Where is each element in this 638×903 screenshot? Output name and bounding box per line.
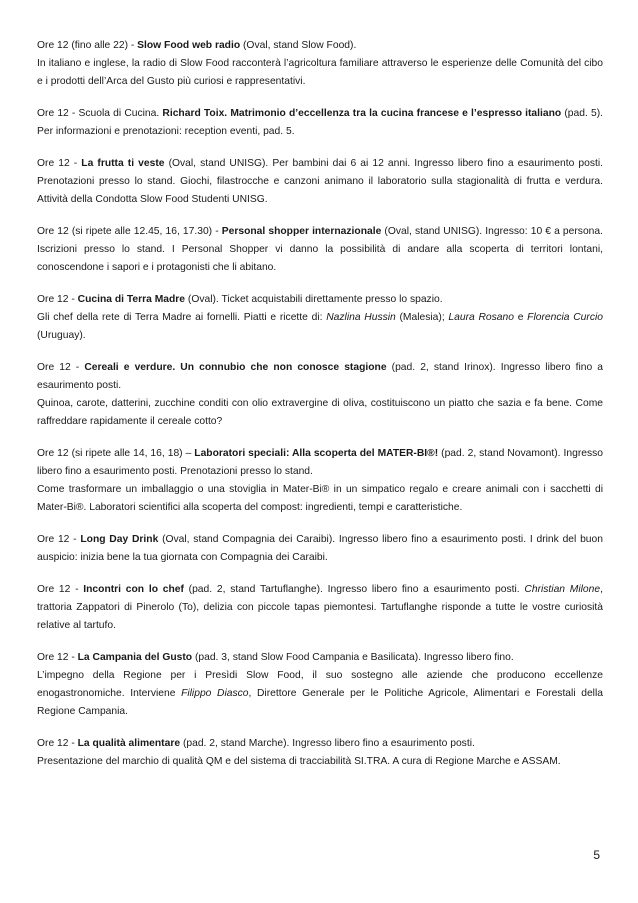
text-run: e xyxy=(513,312,528,323)
event-title: Personal shopper internazionale xyxy=(221,226,382,237)
program-entry xyxy=(37,105,603,141)
entry-paragraph xyxy=(37,37,603,55)
text-run: Ore 12 - xyxy=(37,362,85,373)
entry-paragraph xyxy=(37,445,603,481)
text-run: (pad. 2, stand Novamont). Ingresso libero fino a esaurimento posti. Prenotazioni presso lo stand. xyxy=(37,448,603,477)
entry-paragraph xyxy=(37,55,603,91)
text-run: , Direttore Generale per le Politiche Agricole, Alimentari e Forestali della Regione Campania. xyxy=(37,688,603,717)
text-run: Presentazione del marchio di qualità QM e del sistema di tracciabilità SI.TRA. A cura di Regione Marche e ASSAM. xyxy=(37,756,561,767)
entry-paragraph xyxy=(37,753,603,771)
page-number: 5 xyxy=(593,848,600,862)
text-run: Ore 12 - xyxy=(37,534,81,545)
entry-paragraph xyxy=(37,531,603,567)
text-run: , trattoria Zappatori di Pinerolo (To), delizia con piccole tapas piemontesi. Tartuflanghe risponde a tutte le vostre curiosità relative al tartufo. xyxy=(37,584,603,631)
text-run: Ore 12 (si ripete alle 14, 16, 18) – xyxy=(37,448,195,459)
person-name: Christian Milone xyxy=(524,584,601,595)
text-run: (Oval, stand Compagnia dei Caraibi). Ingresso libero fino a esaurimento posti. I drink del buon auspicio: inizia bene la tua giornata con Compagnia dei Caraibi. xyxy=(37,534,603,563)
event-title: Richard Toix. Matrimonio d’eccellenza tra la cucina francese e l’espresso italiano xyxy=(162,108,562,119)
text-run: Ore 12 - xyxy=(37,652,78,663)
entry-paragraph xyxy=(37,291,603,309)
text-run: (Malesia); xyxy=(395,312,449,323)
program-entry xyxy=(37,223,603,277)
text-run: Quinoa, carote, datterini, zucchine conditi con olio extravergine di oliva, costituiscono un piatto che sazia e fa bene. Come raffreddare rapidamente il cereale cotto? xyxy=(37,398,603,427)
program-entry xyxy=(37,581,603,635)
program-entry xyxy=(37,291,603,345)
program-entry xyxy=(37,531,603,567)
entry-paragraph xyxy=(37,481,603,517)
program-entry xyxy=(37,37,603,91)
text-run: (Oval, stand UNISG). Ingresso: 10 € a persona. Iscrizioni presso lo stand. I Personal Shopper vi danno la possibilità di andare alla scoperta di territori lontani, conoscendone i sapori e i protagonisti che li abitano. xyxy=(37,226,603,273)
entry-paragraph xyxy=(37,105,603,141)
person-name: Nazlina Hussin xyxy=(326,312,396,323)
text-run: (pad. 3, stand Slow Food Campania e Basilicata). Ingresso libero fino. xyxy=(192,652,514,663)
program-entry xyxy=(37,155,603,209)
person-name: Filippo Diasco xyxy=(181,688,249,699)
text-run: (pad. 5). Per informazioni e prenotazioni: reception eventi, pad. 5. xyxy=(37,108,603,137)
text-run: Ore 12 - Scuola di Cucina. xyxy=(37,108,163,119)
program-entry xyxy=(37,735,603,771)
text-run: Ore 12 - xyxy=(37,158,82,169)
person-name: Laura Rosano xyxy=(448,312,514,323)
entry-paragraph xyxy=(37,359,603,395)
text-run: (Uruguay). xyxy=(37,330,86,341)
program-entry xyxy=(37,359,603,431)
document-body xyxy=(37,37,603,785)
event-title: La frutta ti veste xyxy=(81,158,165,169)
entry-paragraph xyxy=(37,223,603,277)
text-run: (Oval, stand UNISG). Per bambini dai 6 ai 12 anni. Ingresso libero fino a esaurimento posti. Prenotazioni presso lo stand. Giochi, filastrocche e canzoni animano il laboratorio sulla stagionalità di frutta e verdura. Attività della Condotta Slow Food Studenti UNISG. xyxy=(37,158,603,205)
text-run: Ore 12 - xyxy=(37,584,84,595)
text-run: Ore 12 (fino alle 22) - xyxy=(37,40,138,51)
entry-paragraph xyxy=(37,155,603,209)
program-entry xyxy=(37,649,603,721)
event-title: Long Day Drink xyxy=(80,534,159,545)
entry-paragraph xyxy=(37,649,603,667)
person-name: Florencia Curcio xyxy=(527,312,604,323)
text-run: (pad. 2, stand Marche). Ingresso libero fino a esaurimento posti. xyxy=(180,738,475,749)
text-run: (Oval). Ticket acquistabili direttamente presso lo spazio. xyxy=(185,294,443,305)
text-run: In italiano e inglese, la radio di Slow Food racconterà l’agricoltura familiare attraverso le esperienze delle Comunità del cibo e i prodotti dell’Arca del Gusto più curiosi e rappresentativi. xyxy=(37,58,603,87)
text-run: (pad. 2, stand Irinox). Ingresso libero fino a esaurimento posti. xyxy=(37,362,603,391)
event-title: Cucina di Terra Madre xyxy=(77,294,186,305)
text-run: (pad. 2, stand Tartuflanghe). Ingresso libero fino a esaurimento posti. xyxy=(183,584,525,595)
event-title: La qualità alimentare xyxy=(77,738,181,749)
text-run: (Oval, stand Slow Food). xyxy=(240,40,357,51)
text-run: Gli chef della rete di Terra Madre ai fornelli. Piatti e ricette di: xyxy=(37,312,327,323)
text-run: Ore 12 (si ripete alle 12.45, 16, 17.30) - xyxy=(37,226,222,237)
event-title: Laboratori speciali: Alla scoperta del MATER-BI®! xyxy=(194,448,439,459)
text-run: Come trasformare un imballaggio o una stoviglia in Mater-Bi® in un simpatico regalo e creare animali con i sacchetti di Mater-Bi®. Laboratori scientifici alla scoperta del compost: ingredienti, tempi e caratteristiche. xyxy=(37,484,603,513)
text-run: L’impegno della Regione per i Presìdi Slow Food, il suo sostegno alle aziende che producono eccellenze enogastronomiche. Interviene xyxy=(37,670,603,699)
event-title: La Campania del Gusto xyxy=(77,652,193,663)
entry-paragraph xyxy=(37,395,603,431)
entry-paragraph xyxy=(37,309,603,345)
entry-paragraph xyxy=(37,581,603,635)
program-entry xyxy=(37,445,603,517)
event-title: Cereali e verdure. Un connubio che non conosce stagione xyxy=(84,362,387,373)
event-title: Slow Food web radio xyxy=(137,40,241,51)
entry-paragraph xyxy=(37,735,603,753)
text-run: Ore 12 - xyxy=(37,294,78,305)
entry-paragraph xyxy=(37,667,603,721)
event-title: Incontri con lo chef xyxy=(83,584,184,595)
text-run: Ore 12 - xyxy=(37,738,78,749)
